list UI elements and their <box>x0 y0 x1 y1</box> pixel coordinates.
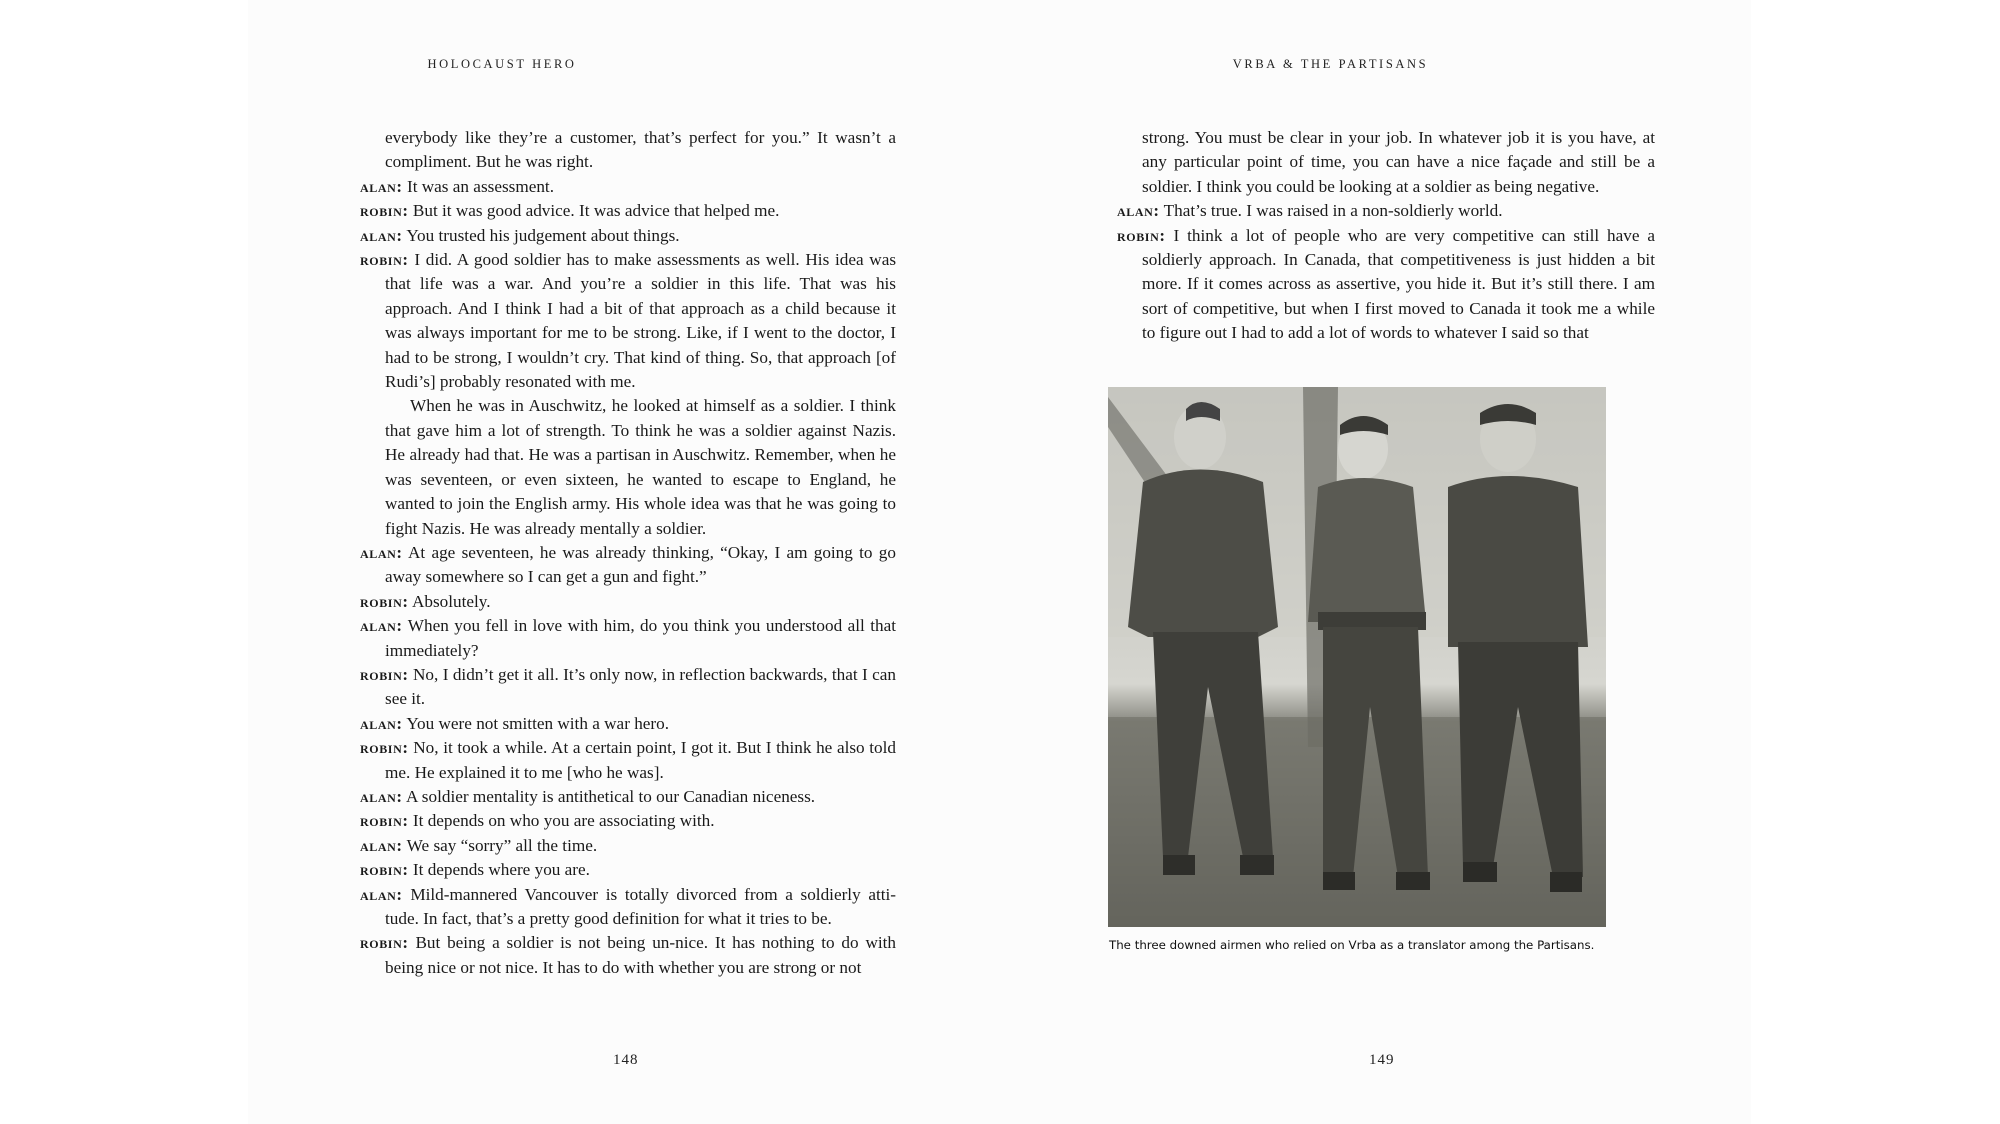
dialogue-line <box>360 175 896 199</box>
airmen-photo <box>1108 387 1606 927</box>
dialogue-line <box>1117 224 1655 346</box>
dialogue-line <box>360 785 896 809</box>
paragraph-text: I did. A good soldier has to make assessments as well. His idea was that life was a war. And you’re a soldier in this life. That was his approach. And I think I had a bit of that approach as a child because it was always important for me to be strong. Like, if I went to the doctor, I had to be strong, I wouldn’t cry. That kind of thing. So, that approach [of Rudi’s] probably resonated with me. <box>385 250 897 392</box>
dialogue-line <box>360 858 896 882</box>
dialogue-line <box>360 834 896 858</box>
dialogue-line <box>360 883 896 932</box>
paragraph-text: You were not smitten with a war hero. <box>406 713 670 733</box>
paragraph-text: That’s true. I was raised in a non-soldierly world. <box>1163 201 1503 221</box>
speaker-label: robin: <box>360 250 409 270</box>
speaker-label: alan: <box>360 616 403 636</box>
speaker-label: robin: <box>1117 225 1166 245</box>
page-number-left: 148 <box>613 1052 639 1068</box>
left-page <box>248 0 1000 1124</box>
paragraph-text: You trusted his judgement about things. <box>406 225 680 245</box>
paragraph-text: We say “sorry” all the time. <box>406 835 598 855</box>
page-number-right: 149 <box>1369 1052 1395 1068</box>
running-head-right: VRBA & THE PARTISANS <box>1232 57 1429 71</box>
paragraph-text: At age seventeen, he was already thinking, “Okay, I am going to go away somewhere so I can get a gun and fight.” <box>385 542 896 587</box>
speaker-label: alan: <box>360 884 403 904</box>
speaker-label: robin: <box>360 201 409 221</box>
dialogue-line <box>360 541 896 590</box>
paragraph-text: It depends where you are. <box>412 860 590 880</box>
paragraph-text: No, I didn’t get it all. It’s only now, in reflection backwards, that I can see it. <box>385 664 897 709</box>
dialogue-line <box>360 712 896 736</box>
paragraph <box>360 126 896 175</box>
dialogue-line <box>360 614 896 663</box>
paragraph-text: But being a soldier is not being un-nice. It has nothing to do with being nice or not nice. It has to do with whether you are strong or not <box>385 933 897 977</box>
right-page <box>1000 0 1751 1124</box>
speaker-label: alan: <box>360 713 403 733</box>
speaker-label: alan: <box>360 176 403 196</box>
speaker-label: alan: <box>360 225 403 245</box>
dialogue-line <box>360 931 896 980</box>
running-head-left: HOLOCAUST HERO <box>427 57 577 71</box>
speaker-label: robin: <box>360 811 409 831</box>
paragraph <box>360 394 896 540</box>
dialogue-line <box>1117 199 1655 223</box>
paragraph-text: It depends on who you are associating with. <box>412 811 715 831</box>
dialogue-line <box>360 663 896 712</box>
speaker-label: robin: <box>360 860 409 880</box>
speaker-label: robin: <box>360 933 409 953</box>
speaker-label: robin: <box>360 738 409 758</box>
paragraph-text: When you fell in love with him, do you think you understood all that immediately? <box>385 616 896 660</box>
paragraph-text: everybody like they’re a customer, that’s perfect for you.” It wasn’t a compliment. But he was right. <box>385 128 896 172</box>
photo-caption: The three downed airmen who relied on Vrba as a translator among the Partisans. <box>1109 938 1595 952</box>
dialogue-line <box>360 199 896 223</box>
paragraph-text: strong. You must be clear in your job. In whatever job it is you have, at any particular point of time, you can have a nice façade and still be a soldier. I think you could be looking at a soldier as being negative. <box>1142 128 1655 196</box>
dialogue-line <box>360 224 896 248</box>
dialogue-line <box>360 248 896 394</box>
paragraph <box>1117 126 1655 199</box>
paragraph-text: When he was in Auschwitz, he looked at himself as a soldier. I think that gave him a lot of strength. To think he was a soldier against Nazis. He already had that. He was a partisan in Auschwitz. Remember, when he was seventeen, or even sixteen, he wanted to escape to England, he wanted to join the English army. His whole idea was that he was going to fight Nazis. He was already mentally a soldier. <box>385 396 896 538</box>
paragraph-text: No, it took a while. At a certain point, I got it. But I think he also told me. He explained it to me [who he was]. <box>385 738 897 782</box>
speaker-label: robin: <box>360 664 409 684</box>
right-page-body <box>1117 126 1655 346</box>
speaker-label: alan: <box>360 542 403 562</box>
dialogue-line <box>360 736 896 785</box>
airmen-photo-illustration <box>1108 387 1606 927</box>
paragraph-text: It was an assessment. <box>406 176 554 196</box>
speaker-label: alan: <box>1117 201 1160 221</box>
left-page-body <box>360 126 896 980</box>
speaker-label: alan: <box>360 835 403 855</box>
paragraph-text: I think a lot of people who are very competitive can still have a soldierly approach. In Canada, that competitiveness is just hidden a bit more. If it comes across as assertive, you hide it. But it’s still there. I am sort of competitive, but when I first moved to Canada it took me a while to figure out I had to add a lot of words to whatever I said so that <box>1142 225 1655 343</box>
speaker-label: robin: <box>360 591 409 611</box>
paragraph-text: A soldier mentality is antithetical to our Canadian niceness. <box>406 786 816 806</box>
speaker-label: alan: <box>360 786 403 806</box>
dialogue-line <box>360 809 896 833</box>
dialogue-line <box>360 590 896 614</box>
paragraph-text: But it was good advice. It was advice that helped me. <box>412 201 780 221</box>
paragraph-text: Mild-mannered Vancouver is totally divorced from a soldierly atti-tude. In fact, that’s a pretty good definition for what it tries to be. <box>385 884 897 928</box>
paragraph-text: Absolutely. <box>411 591 491 611</box>
